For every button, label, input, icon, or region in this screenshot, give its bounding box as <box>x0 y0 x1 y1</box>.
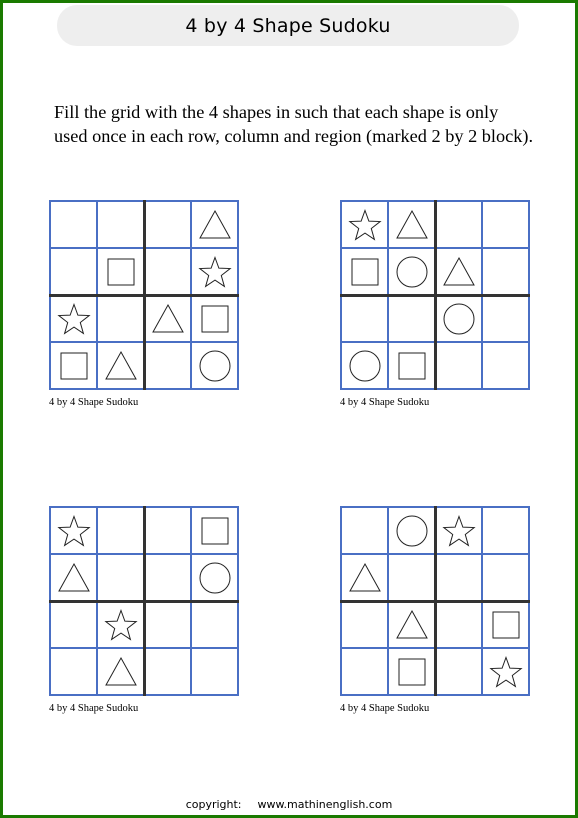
triangle-icon <box>442 255 476 289</box>
region-divider-horizontal <box>340 600 530 603</box>
grid-cell[interactable] <box>435 601 482 648</box>
footer <box>0 798 578 811</box>
puzzle-caption-2: 4 by 4 Shape Sudoku <box>340 397 430 408</box>
grid-cell[interactable] <box>191 554 238 601</box>
region-divider-horizontal <box>49 600 239 603</box>
grid-cell[interactable] <box>482 201 529 248</box>
grid-cell[interactable] <box>435 648 482 695</box>
grid-cell[interactable] <box>191 601 238 648</box>
grid-cell[interactable] <box>341 554 388 601</box>
puzzle-caption-4: 4 by 4 Shape Sudoku <box>340 703 430 714</box>
circle-icon <box>395 514 429 548</box>
grid-cell[interactable] <box>97 295 144 342</box>
sudoku-grid-2 <box>340 200 530 390</box>
grid-cell[interactable] <box>388 342 435 389</box>
sudoku-grid-4 <box>340 506 530 696</box>
grid-cell[interactable] <box>341 342 388 389</box>
grid-cell[interactable] <box>144 507 191 554</box>
grid-cell[interactable] <box>191 507 238 554</box>
grid-cell[interactable] <box>435 295 482 342</box>
grid-cell[interactable] <box>144 295 191 342</box>
star-icon <box>57 302 91 336</box>
triangle-icon <box>57 561 91 595</box>
grid-cell[interactable] <box>50 601 97 648</box>
grid-cell[interactable] <box>435 248 482 295</box>
grid-cell[interactable] <box>482 507 529 554</box>
triangle-icon <box>104 655 138 689</box>
puzzle-caption-1: 4 by 4 Shape Sudoku <box>49 397 139 408</box>
star-icon <box>442 514 476 548</box>
grid-cell[interactable] <box>482 342 529 389</box>
grid-cell[interactable] <box>50 554 97 601</box>
grid-cell[interactable] <box>341 248 388 295</box>
region-divider-horizontal <box>49 294 239 297</box>
grid-cell[interactable] <box>50 507 97 554</box>
instructions-line-2: used once in each row, column and region (marked 2 by 2 block). <box>54 126 534 146</box>
star-icon <box>104 608 138 642</box>
grid-cell[interactable] <box>97 554 144 601</box>
grid-cell[interactable] <box>191 295 238 342</box>
grid-cell[interactable] <box>97 507 144 554</box>
star-icon <box>348 208 382 242</box>
grid-cell[interactable] <box>50 342 97 389</box>
instructions-line-1: Fill the grid with the 4 shapes in such that each shape is only <box>54 102 499 122</box>
circle-icon <box>198 561 232 595</box>
star-icon <box>198 255 232 289</box>
puzzle-caption-3: 4 by 4 Shape Sudoku <box>49 703 139 714</box>
grid-cell[interactable] <box>388 248 435 295</box>
grid-cell[interactable] <box>435 507 482 554</box>
grid-cell[interactable] <box>97 342 144 389</box>
square-icon <box>348 255 382 289</box>
title-banner <box>57 5 519 46</box>
star-icon <box>57 514 91 548</box>
grid-cell[interactable] <box>482 554 529 601</box>
grid-cell[interactable] <box>388 295 435 342</box>
grid-cell[interactable] <box>97 648 144 695</box>
grid-cell[interactable] <box>341 201 388 248</box>
grid-cell[interactable] <box>144 601 191 648</box>
grid-cell[interactable] <box>191 248 238 295</box>
square-icon <box>198 302 232 336</box>
triangle-icon <box>395 608 429 642</box>
grid-cell[interactable] <box>191 342 238 389</box>
star-icon <box>489 655 523 689</box>
square-icon <box>57 349 91 383</box>
grid-cell[interactable] <box>341 601 388 648</box>
grid-cell[interactable] <box>144 248 191 295</box>
triangle-icon <box>348 561 382 595</box>
square-icon <box>395 349 429 383</box>
grid-cell[interactable] <box>50 248 97 295</box>
grid-cell[interactable] <box>191 201 238 248</box>
website-link[interactable]: www.mathinenglish.com <box>257 798 393 811</box>
grid-cell[interactable] <box>435 554 482 601</box>
square-icon <box>104 255 138 289</box>
grid-cell[interactable] <box>97 601 144 648</box>
grid-cell[interactable] <box>144 342 191 389</box>
grid-cell[interactable] <box>341 295 388 342</box>
circle-icon <box>442 302 476 336</box>
triangle-icon <box>198 208 232 242</box>
region-divider-horizontal <box>340 294 530 297</box>
square-icon <box>198 514 232 548</box>
circle-icon <box>348 349 382 383</box>
sudoku-grid-3 <box>49 506 239 696</box>
circle-icon <box>198 349 232 383</box>
grid-cell[interactable] <box>144 201 191 248</box>
triangle-icon <box>395 208 429 242</box>
page-title: 4 by 4 Shape Sudoku <box>185 14 391 37</box>
grid-cell[interactable] <box>191 648 238 695</box>
grid-cell[interactable] <box>144 648 191 695</box>
grid-cell[interactable] <box>482 648 529 695</box>
square-icon <box>395 655 429 689</box>
grid-cell[interactable] <box>435 342 482 389</box>
grid-cell[interactable] <box>50 201 97 248</box>
grid-cell[interactable] <box>388 601 435 648</box>
grid-cell[interactable] <box>50 295 97 342</box>
triangle-icon <box>104 349 138 383</box>
square-icon <box>489 608 523 642</box>
grid-cell[interactable] <box>97 201 144 248</box>
grid-cell[interactable] <box>482 601 529 648</box>
circle-icon <box>395 255 429 289</box>
grid-cell[interactable] <box>388 201 435 248</box>
grid-cell[interactable] <box>341 648 388 695</box>
grid-cell[interactable] <box>482 248 529 295</box>
grid-cell[interactable] <box>388 554 435 601</box>
copyright-label: copyright: <box>185 798 242 811</box>
triangle-icon <box>151 302 185 336</box>
sudoku-grid-1 <box>49 200 239 390</box>
grid-cell[interactable] <box>388 648 435 695</box>
grid-cell[interactable] <box>388 507 435 554</box>
grid-cell[interactable] <box>341 507 388 554</box>
grid-cell[interactable] <box>435 201 482 248</box>
grid-cell[interactable] <box>482 295 529 342</box>
grid-cell[interactable] <box>144 554 191 601</box>
grid-cell[interactable] <box>50 648 97 695</box>
instructions <box>54 100 534 148</box>
grid-cell[interactable] <box>97 248 144 295</box>
